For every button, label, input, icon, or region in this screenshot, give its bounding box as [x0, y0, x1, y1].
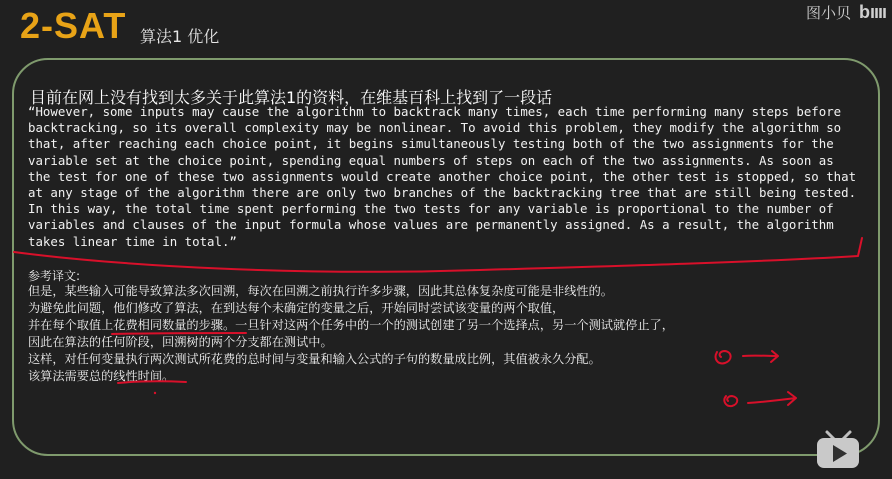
watermark-text: 图小贝: [805, 4, 851, 22]
quote-line: variable set at the choice point, spending equal numbers of steps on each of the two assignments. As soon as: [28, 152, 834, 168]
translation-line: 但是，某些输入可能导致算法多次回溯，每次在回溯之前执行许多步骤，因此其总体复杂度可能是非线性的。: [28, 284, 613, 298]
bilibili-logo-icon: bıııı: [858, 2, 886, 22]
wikipedia-quote: [28, 104, 868, 250]
translation-line: 因此在算法的任何阶段，回溯树的两个分支都在测试中。: [28, 335, 333, 349]
translation-block: [28, 283, 788, 385]
quote-line: backtracking, so its overall complexity may be nonlinear. To avoid this problem, they modify the algorithm so: [28, 120, 842, 136]
quote-line: that, after reaching each choice point, it begins simultaneously testing both of the two assignments for the: [28, 136, 834, 152]
quote-line: at any stage of the algorithm there are only two branches of the backtracking tree that are still being tested.: [28, 185, 857, 201]
quote-line: In this way, the total time spent performing the two tests for any variable is proportional to the number of: [28, 201, 834, 217]
translation-line: 并在每个取值上花费相同数量的步骤。一旦针对这两个任务中的一个的测试创建了另一个选择点，另一个测试就停止了，: [28, 318, 674, 332]
slide-subtitle: 算法1 优化: [140, 27, 220, 46]
intro-text: 目前在网上没有找到太多关于此算法1的资料，在维基百科上找到了一段话: [30, 88, 553, 107]
quote-line: “However, some inputs may cause the algorithm to backtrack many times, each time performing many steps before: [28, 104, 842, 119]
quote-line: takes linear time in total.”: [28, 233, 237, 249]
quote-line: variables and clauses of the input formula whose values are permanently assigned. As a result, the algorithm: [28, 217, 834, 233]
translation-line: 为避免此问题，他们修改了算法，在到达每个未确定的变量之后，开始同时尝试该变量的两个取值，: [28, 301, 565, 315]
watermark: [806, 2, 886, 23]
bilibili-tv-icon: [814, 428, 862, 470]
quote-line: the test for one of these two assignments would create another choice point, the other test is stopped, so that: [28, 168, 857, 184]
slide-title: 2-SAT: [20, 5, 127, 46]
translation-title: 参考译文:: [28, 269, 81, 283]
translation-line: 这样，对任何变量执行两次测试所花费的总时间与变量和输入公式的子句的数量成比例，其值被永久分配。: [28, 352, 601, 366]
translation-line: 该算法需要总的线性时间。: [28, 369, 175, 383]
